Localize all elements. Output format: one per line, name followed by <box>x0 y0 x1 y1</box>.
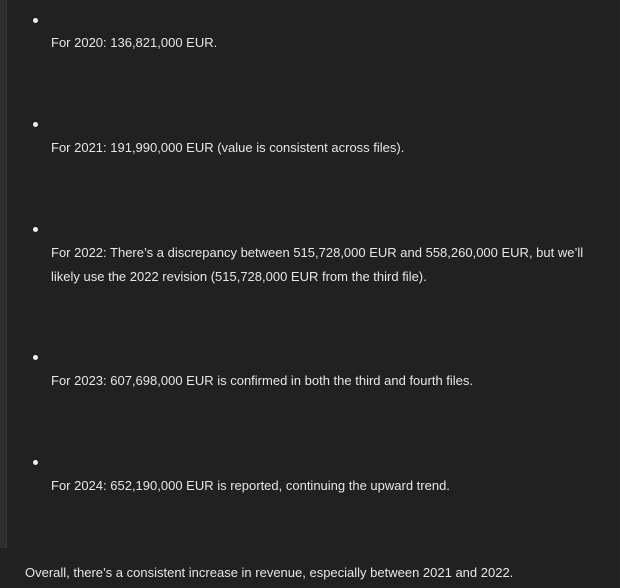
bullet-dot-icon <box>33 122 38 127</box>
left-border-rail <box>0 0 7 548</box>
list-item-text: For 2022: There’s a discrepancy between 515,728,000 EUR and 558,260,000 EUR, but we’ll likely use the 2022 revision (515,728,000 EUR from the third file). <box>51 245 584 284</box>
bullet-dot-icon <box>33 355 38 360</box>
list-item-text: For 2024: 652,190,000 EUR is reported, continuing the upward trend. <box>51 478 450 493</box>
bullet-dot-icon <box>33 227 38 232</box>
summary-paragraph: Overall, there’s a consistent increase in revenue, especially between 2021 and 2022. <box>25 565 514 580</box>
bullet-dot-icon <box>33 460 38 465</box>
list-item-text: For 2021: 191,990,000 EUR (value is consistent across files). <box>51 140 405 155</box>
list-item-text: For 2023: 607,698,000 EUR is confirmed in both the third and fourth files. <box>51 373 474 388</box>
bullet-dot-icon <box>33 18 38 23</box>
list-item-text: For 2020: 136,821,000 EUR. <box>51 35 218 50</box>
